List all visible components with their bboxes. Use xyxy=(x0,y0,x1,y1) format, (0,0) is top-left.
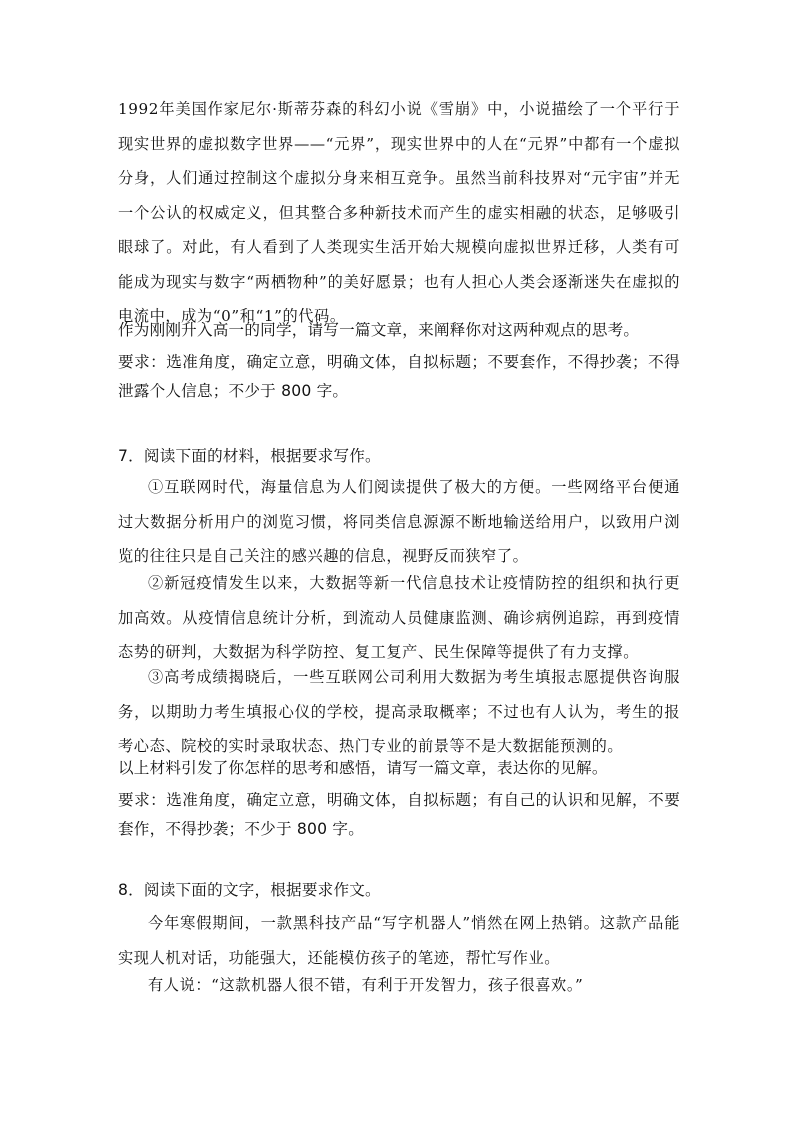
q7-task: 以上材料引发了你怎样的思考和感悟，请写一篇文章，表达你的见解。 xyxy=(118,759,608,777)
q7-item-1: ①互联网时代，海量信息为人们阅读提供了极大的方便。一些网络平台便通过大数据分析用户的浏览习惯，将同类信息源源不断地输送给用户，以致用户浏览的往往只是自己关注的感兴趣的信息，视野反而狭窄了。 xyxy=(118,478,680,565)
q8-paragraph-1: 今年寒假期间，一款黑科技产品“写字机器人”悄然在网上热销。这款产品能实现人机对话，功能强大，还能模仿孩子的笔迹，帮忙写作业。 xyxy=(118,914,680,967)
q7-item-2: ②新冠疫情发生以来，大数据等新一代信息技术让疫情防控的组织和执行更加高效。从疫情信息统计分析，到流动人员健康监测、确诊病例追踪，再到疫情态势的研判，大数据为科学防控、复工复产、民生保障等提供了有力支撑。 xyxy=(118,574,680,661)
intro-material: 1992年美国作家尼尔·斯蒂芬森的科幻小说《雪崩》中，小说描绘了一个平行于现实世界的虚拟数字世界——“元界”，现实世界中的人在“元界”中都有一个虚拟分身，人们通过控制这个虚拟分身来相互竞争。虽然当前科技界对“元宇宙”并无一个公认的权威定义，但其整合多种新技术而产生的虚实相融的状态，足够吸引眼球了。对此，有人看到了人类现实生活开始大规模向虚拟世界迁移，人类有可能成为现实与数字“两栖物种”的美好愿景；也有人担心人类会逐渐迷失在虚拟的电流中，成为“0”和“1”的代码。 xyxy=(118,100,680,325)
q7-item-3: ③高考成绩揭晓后，一些互联网公司利用大数据为考生填报志愿提供咨询服务，以期助力考生填报心仪的学校，提高录取概率；不过也有人认为，考生的报考心态、院校的实时录取状态、热门专业的前景等不是大数据能预测的。 xyxy=(118,668,680,755)
q8-paragraph-2: 有人说：“这款机器人很不错，有利于开发智力，孩子很喜欢。” xyxy=(148,976,584,994)
intro-requirement: 要求：选准角度，确定立意，明确文体，自拟标题；不要套作，不得抄袭；不得泄露个人信息；不少于 800 字。 xyxy=(118,353,680,400)
q8-title: 8．阅读下面的文字，根据要求作文。 xyxy=(118,881,381,899)
q7-title: 7．阅读下面的材料，根据要求写作。 xyxy=(118,447,381,465)
intro-task: 作为刚刚升入高一的同学，请写一篇文章，来阐释你对这两种观点的思考。 xyxy=(118,321,640,339)
q7-requirement: 要求：选准角度，确定立意，明确文体，自拟标题；有自己的认识和见解，不要套作，不得抄袭；不少于 800 字。 xyxy=(118,791,680,838)
